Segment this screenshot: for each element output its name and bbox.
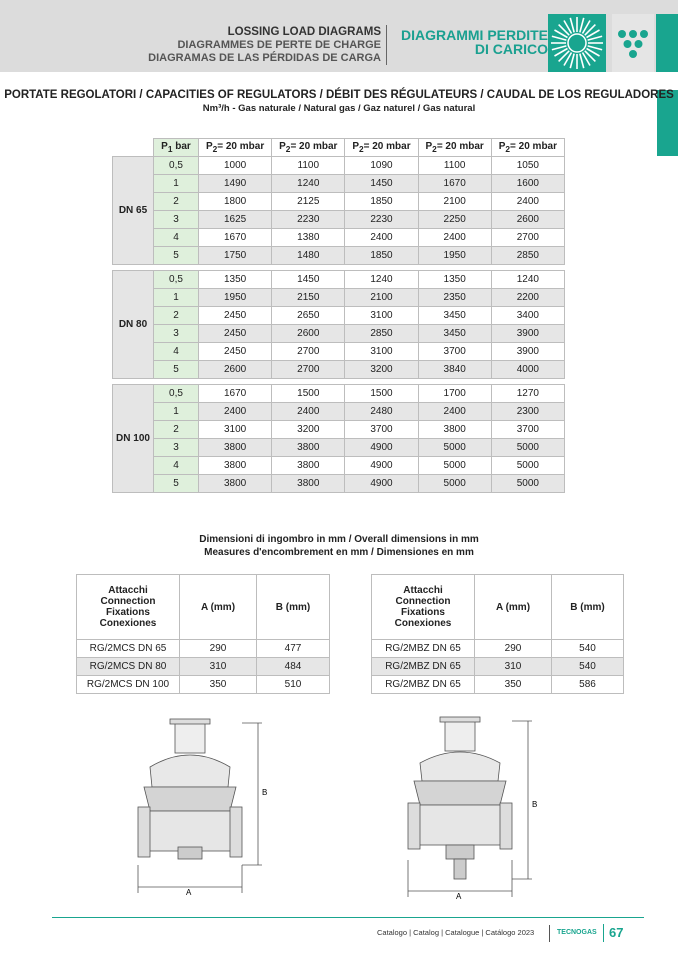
capacity-value: 3200 <box>272 421 345 439</box>
p2-label: P <box>498 141 506 152</box>
dimension-label-b: B <box>262 788 268 797</box>
capacities-title: PORTATE REGOLATORI / CAPACITIES OF REGULATORS / DÉBIT DES RÉGULATEURS / CAUDAL DE LOS REGULADORES <box>4 89 674 101</box>
p2-unit: = 20 mbar <box>510 141 558 152</box>
capacity-value: 1450 <box>272 271 345 289</box>
burst-ray <box>552 36 566 40</box>
a-value: 350 <box>180 676 257 694</box>
p1-value: 3 <box>154 325 199 343</box>
a-value: 310 <box>180 658 257 676</box>
attacchi-header <box>77 575 180 640</box>
capacity-value: 4000 <box>491 361 564 379</box>
attacchi-it: Attacchi <box>108 585 148 596</box>
capacity-value: 2850 <box>491 247 564 265</box>
b-value: 510 <box>257 676 330 694</box>
p2-label: P <box>205 141 213 152</box>
dimensions-table-left <box>76 574 330 694</box>
attacchi-en: Connection <box>100 596 156 607</box>
p1-value: 1 <box>154 175 199 193</box>
capacity-value: 3800 <box>272 457 345 475</box>
p2-label: P <box>279 141 286 152</box>
capacity-value: 2450 <box>199 307 272 325</box>
capacity-value: 1450 <box>345 175 418 193</box>
p2-sub: 2 <box>505 144 511 154</box>
p2-unit: = 20 mbar <box>217 141 265 152</box>
table-row <box>77 658 330 676</box>
capacity-value: 1850 <box>345 193 418 211</box>
capacity-value: 1240 <box>272 175 345 193</box>
model-cell: RG/2MCS DN 65 <box>77 640 180 658</box>
capacity-value: 2100 <box>418 193 491 211</box>
capacity-value: 2600 <box>272 325 345 343</box>
capacity-value: 2850 <box>345 325 418 343</box>
capacity-value: 3900 <box>491 343 564 361</box>
header-p2 <box>491 139 564 157</box>
a-value: 310 <box>475 658 552 676</box>
capacity-value: 3800 <box>199 439 272 457</box>
capacity-value: 4900 <box>345 475 418 493</box>
model-cell: RG/2MCS DN 80 <box>77 658 180 676</box>
capacity-value: 2400 <box>272 403 345 421</box>
p2-sub: 2 <box>212 144 218 154</box>
dn-label: DN 80 <box>113 271 154 379</box>
capacity-value: 1100 <box>272 157 345 175</box>
page-number: 67 <box>609 925 624 940</box>
burst-ray <box>552 46 566 50</box>
capacity-value: 3100 <box>199 421 272 439</box>
table-row <box>113 307 565 325</box>
capacity-value: 1240 <box>491 271 564 289</box>
p1-value: 2 <box>154 421 199 439</box>
dimension-label-a: A <box>456 892 462 900</box>
p1-value: 0,5 <box>154 385 199 403</box>
capacity-value: 2400 <box>491 193 564 211</box>
capacity-value: 3100 <box>345 343 418 361</box>
header-line-2: DIAGRAMMES DE PERTE DE CHARGE <box>177 39 381 51</box>
capacity-value: 1100 <box>418 157 491 175</box>
p1-value: 1 <box>154 403 199 421</box>
p1-value: 4 <box>154 343 199 361</box>
burst-ray <box>570 18 574 32</box>
capacity-value: 3700 <box>491 421 564 439</box>
model-cell: RG/2MBZ DN 65 <box>372 658 475 676</box>
capacity-value: 1500 <box>345 385 418 403</box>
table-row <box>113 361 565 379</box>
burst-ray <box>588 36 602 40</box>
capacity-value: 5000 <box>418 457 491 475</box>
p2-sub: 2 <box>358 144 364 154</box>
header-titles <box>148 26 381 65</box>
capacity-value: 2400 <box>418 229 491 247</box>
b-value: 540 <box>552 658 624 676</box>
capacity-value: 2700 <box>491 229 564 247</box>
col-a-header: A (mm) <box>475 575 552 640</box>
table-row <box>113 403 565 421</box>
capacity-value: 2600 <box>491 211 564 229</box>
capacity-value: 3450 <box>418 325 491 343</box>
table-row <box>113 289 565 307</box>
p1-label: P <box>161 141 168 152</box>
capacity-value: 2480 <box>345 403 418 421</box>
p2-unit: = 20 mbar <box>436 141 484 152</box>
header-right-line-1: DIAGRAMMI PERDITE <box>401 27 548 43</box>
attacchi-es: Conexiones <box>394 618 452 629</box>
capacity-value: 3900 <box>491 325 564 343</box>
b-value: 586 <box>552 676 624 694</box>
capacity-value: 1380 <box>272 229 345 247</box>
b-value: 540 <box>552 640 624 658</box>
capacity-value: 2230 <box>345 211 418 229</box>
footer-divider <box>549 925 550 942</box>
p1-value: 5 <box>154 475 199 493</box>
capacity-value: 1950 <box>199 289 272 307</box>
p1-unit: bar <box>172 141 191 152</box>
capacity-value: 2600 <box>199 361 272 379</box>
model-cell: RG/2MCS DN 100 <box>77 676 180 694</box>
capacity-value: 2250 <box>418 211 491 229</box>
header-section-title <box>401 28 548 56</box>
burst-ray <box>588 46 602 50</box>
capacity-value: 3840 <box>418 361 491 379</box>
dimension-label-b: B <box>532 800 538 809</box>
col-a-header: A (mm) <box>180 575 257 640</box>
capacity-value: 2300 <box>491 403 564 421</box>
capacity-value: 1500 <box>272 385 345 403</box>
capacity-value: 5000 <box>418 439 491 457</box>
capacity-value: 2400 <box>418 403 491 421</box>
table-row <box>113 343 565 361</box>
capacity-value: 5000 <box>491 475 564 493</box>
header-right-line-2: DI CARICO <box>474 41 548 57</box>
corner-cell <box>113 139 154 157</box>
header-line-3: DIAGRAMAS DE LAS PÉRDIDAS DE CARGA <box>148 52 381 64</box>
p1-value: 3 <box>154 211 199 229</box>
table-row <box>113 325 565 343</box>
p1-value: 4 <box>154 457 199 475</box>
col-b-header: B (mm) <box>552 575 624 640</box>
capacity-value: 4900 <box>345 457 418 475</box>
footer-divider-2 <box>603 924 604 942</box>
capacity-value: 3700 <box>345 421 418 439</box>
capacity-value: 3800 <box>199 475 272 493</box>
a-value: 290 <box>475 640 552 658</box>
p1-value: 0,5 <box>154 271 199 289</box>
header-divider <box>386 25 387 65</box>
attacchi-en: Connection <box>395 596 451 607</box>
p1-sub: 1 <box>167 144 173 154</box>
capacity-value: 1700 <box>418 385 491 403</box>
capacity-value: 3800 <box>272 439 345 457</box>
capacity-value: 1240 <box>345 271 418 289</box>
capacity-value: 1490 <box>199 175 272 193</box>
capacity-value: 2200 <box>491 289 564 307</box>
p2-label: P <box>425 141 433 152</box>
burst-ray <box>580 18 584 32</box>
p1-value: 2 <box>154 193 199 211</box>
p2-label: P <box>352 141 359 152</box>
capacity-value: 3400 <box>491 307 564 325</box>
table-row <box>113 157 565 175</box>
a-value: 350 <box>475 676 552 694</box>
pressure-burst-icon <box>548 14 606 72</box>
p1-value: 0,5 <box>154 157 199 175</box>
regulator-drawing-mbz <box>400 715 560 900</box>
table-row <box>113 457 565 475</box>
p2-sub: 2 <box>432 144 437 154</box>
capacity-value: 1350 <box>418 271 491 289</box>
table-row <box>113 211 565 229</box>
capacity-value: 1800 <box>199 193 272 211</box>
attacchi-header <box>372 575 475 640</box>
table-row <box>113 247 565 265</box>
capacity-value: 2400 <box>345 229 418 247</box>
capacity-value: 2230 <box>272 211 345 229</box>
burst-ray <box>580 54 584 68</box>
table-row <box>372 676 624 694</box>
capacity-value: 2125 <box>272 193 345 211</box>
capacity-value: 1850 <box>345 247 418 265</box>
header-accent-bar <box>656 14 678 72</box>
p1-value: 1 <box>154 289 199 307</box>
p1-value: 5 <box>154 361 199 379</box>
regulator-drawing-mcs <box>130 715 290 900</box>
capacity-value: 2450 <box>199 325 272 343</box>
capacity-value: 3200 <box>345 361 418 379</box>
header-p2 <box>272 139 345 157</box>
capacity-value: 2700 <box>272 343 345 361</box>
p2-sub: 2 <box>285 144 291 154</box>
capacity-value: 2700 <box>272 361 345 379</box>
capacities-subtitle: Nm³/h - Gas naturale / Natural gas / Gaz naturel / Gas natural <box>202 103 476 114</box>
col-b-header: B (mm) <box>257 575 330 640</box>
capacity-value: 1950 <box>418 247 491 265</box>
capacity-value: 5000 <box>491 439 564 457</box>
header-p2 <box>345 139 418 157</box>
table-row <box>372 658 624 676</box>
header-p2 <box>199 139 272 157</box>
burst-ray <box>570 54 574 68</box>
capacity-value: 1750 <box>199 247 272 265</box>
brand-dots-icon <box>612 14 654 72</box>
dimensions-title-2: Measures d'encombrement en mm / Dimensiones en mm <box>204 547 474 558</box>
attacchi-it: Attacchi <box>403 585 443 596</box>
capacity-value: 1670 <box>199 229 272 247</box>
capacity-value: 2150 <box>272 289 345 307</box>
capacity-value: 2400 <box>199 403 272 421</box>
capacity-value: 1050 <box>491 157 564 175</box>
capacity-value: 1350 <box>199 271 272 289</box>
table-row <box>113 385 565 403</box>
capacity-value: 1625 <box>199 211 272 229</box>
capacity-value: 3800 <box>272 475 345 493</box>
p2-unit: = 20 mbar <box>363 141 411 152</box>
p1-value: 4 <box>154 229 199 247</box>
table-row <box>113 475 565 493</box>
footer-catalog: Catalogo | Catalog | Catalogue | Catálogo 2023 <box>377 928 535 937</box>
page-header <box>0 0 678 72</box>
attacchi-fr: Fixations <box>401 607 445 618</box>
capacity-value: 2350 <box>418 289 491 307</box>
capacity-value: 2450 <box>199 343 272 361</box>
header-p1 <box>154 139 199 157</box>
table-row <box>113 271 565 289</box>
p1-value: 2 <box>154 307 199 325</box>
p2-unit: = 20 mbar <box>290 141 338 152</box>
capacities-table <box>112 138 565 493</box>
table-row <box>372 640 624 658</box>
dn-label: DN 100 <box>113 385 154 493</box>
p1-value: 3 <box>154 439 199 457</box>
capacity-value: 2650 <box>272 307 345 325</box>
p1-value: 5 <box>154 247 199 265</box>
table-row <box>113 229 565 247</box>
capacity-value: 4900 <box>345 439 418 457</box>
capacity-value: 3450 <box>418 307 491 325</box>
b-value: 477 <box>257 640 330 658</box>
attacchi-fr: Fixations <box>106 607 150 618</box>
header-p2 <box>418 139 491 157</box>
capacity-value: 1000 <box>199 157 272 175</box>
capacity-value: 5000 <box>418 475 491 493</box>
dimensions-table-right <box>371 574 624 694</box>
capacity-value: 1670 <box>418 175 491 193</box>
capacity-value: 3700 <box>418 343 491 361</box>
footer-brand: TECNOGAS <box>557 929 597 936</box>
table-row <box>77 676 330 694</box>
capacity-value: 1600 <box>491 175 564 193</box>
capacity-value: 1670 <box>199 385 272 403</box>
model-cell: RG/2MBZ DN 65 <box>372 640 475 658</box>
a-value: 290 <box>180 640 257 658</box>
capacity-value: 3100 <box>345 307 418 325</box>
table-row <box>77 640 330 658</box>
b-value: 484 <box>257 658 330 676</box>
attacchi-es: Conexiones <box>99 618 157 629</box>
capacity-value: 1480 <box>272 247 345 265</box>
capacity-value: 1270 <box>491 385 564 403</box>
dimension-label-a: A <box>186 888 192 897</box>
model-cell: RG/2MBZ DN 65 <box>372 676 475 694</box>
table-row <box>113 175 565 193</box>
dimensions-title-1: Dimensioni di ingombro in mm / Overall dimensions in mm <box>199 534 479 545</box>
dn-label: DN 65 <box>113 157 154 265</box>
footer-line <box>52 917 644 918</box>
capacity-value: 3800 <box>418 421 491 439</box>
capacity-value: 2100 <box>345 289 418 307</box>
capacity-value: 3800 <box>199 457 272 475</box>
table-row <box>113 439 565 457</box>
table-row <box>113 193 565 211</box>
capacity-value: 5000 <box>491 457 564 475</box>
capacity-value: 1090 <box>345 157 418 175</box>
table-row <box>113 421 565 439</box>
header-line-1: LOSSING LOAD DIAGRAMS <box>227 26 381 38</box>
